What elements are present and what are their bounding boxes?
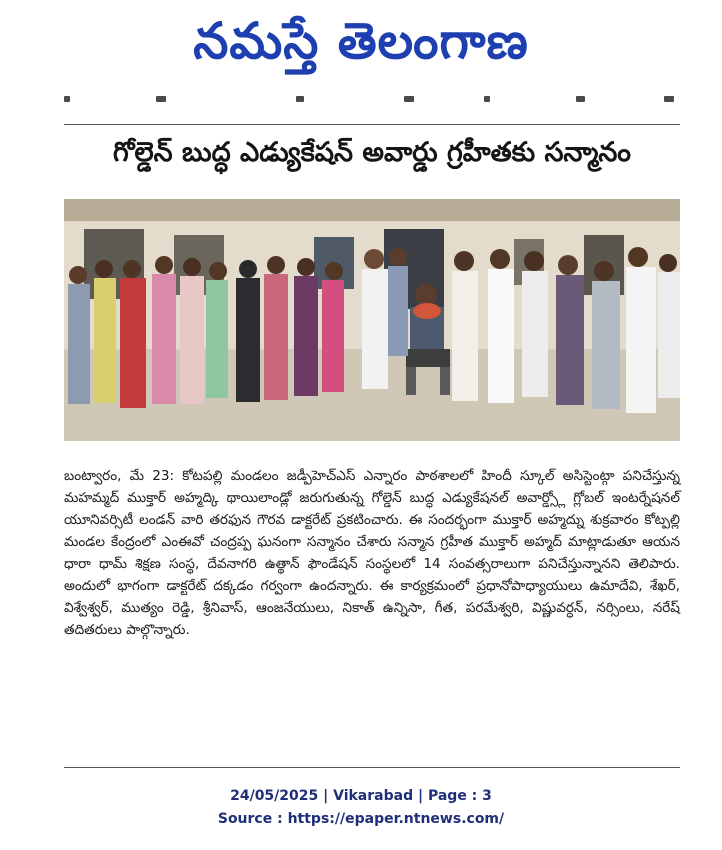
article-headline: గోల్డెన్ బుద్ధ ఎడ్యుకేషన్ అవార్డు గ్రహీతకు సన్మానం [113,137,631,168]
source-link[interactable]: Source : https://epaper.ntnews.com/ [217,811,505,827]
clipped-previous-line [64,94,676,106]
edition-info: 24/05/2025 | Vikarabad | Page : 3 [230,788,492,804]
news-clipping [64,124,680,768]
article-photo [64,199,680,441]
article-body: బంట్వారం, మే 23: కోటపల్లి మండలం జడ్పీహెచ్ఎస్ ఎన్నారం పాఠశాలలో హిందీ స్కూల్ అసిస్టెంట్గా పనిచేస్తున్న మహమ్మద్ ముక్తార్ అహ్మద్కి థాయిలాండ్లో జరుగుతున్న గోల్డెన్ బుద్ధ ఎడ్యుకేషనల్ అవార్డ్స్లో గ్లోబల్ ఇంటర్నేషనల్ యూనివర్సిటీ లండన్ వారి తరఫున గౌరవ డాక్టరేట్ ప్రకటించారు. ఈ సందర్భంగా ముక్తార్ అహ్మద్ను శుక్రవారం కోట్పల్లి మండల కేంద్రంలో ఎంఈవో చంద్రప్ప ఘనంగా సన్మానం చేశారు సన్మాన గ్రహీత ముక్తార్ అహ్మద్ మాట్లాడుతూ ఆయన ధారా ధామ్ శిక్షణ సంస్థ, దేవనాగరి ఉత్థాన్ ఫౌండేషన్ సంస్థలలో 14 సంవత్సరాలుగా పనిచేస్తున్నానని తెలిపారు. అందులో భాగంగా డాక్టరేట్ దక్కడం గర్వంగా ఉందన్నారు. ఈ కార్యక్రమంలో ప్రధానోపాధ్యాయులు ఉమాదేవి, శేఖర్, విశ్వేశ్వర్, ముత్యం రెడ్డి, శ్రీనివాస్, ఆంజనేయులు, నికాత్ ఉన్నిసా, గీత, పరమేశ్వరి, విష్ణువర్ధన్, నర్సింలు, నరేష్ తదితరులు పాల్గొన్నారు. [64,468,680,638]
newspaper-masthead: నమస్తే తెలంగాణ [193,12,529,70]
